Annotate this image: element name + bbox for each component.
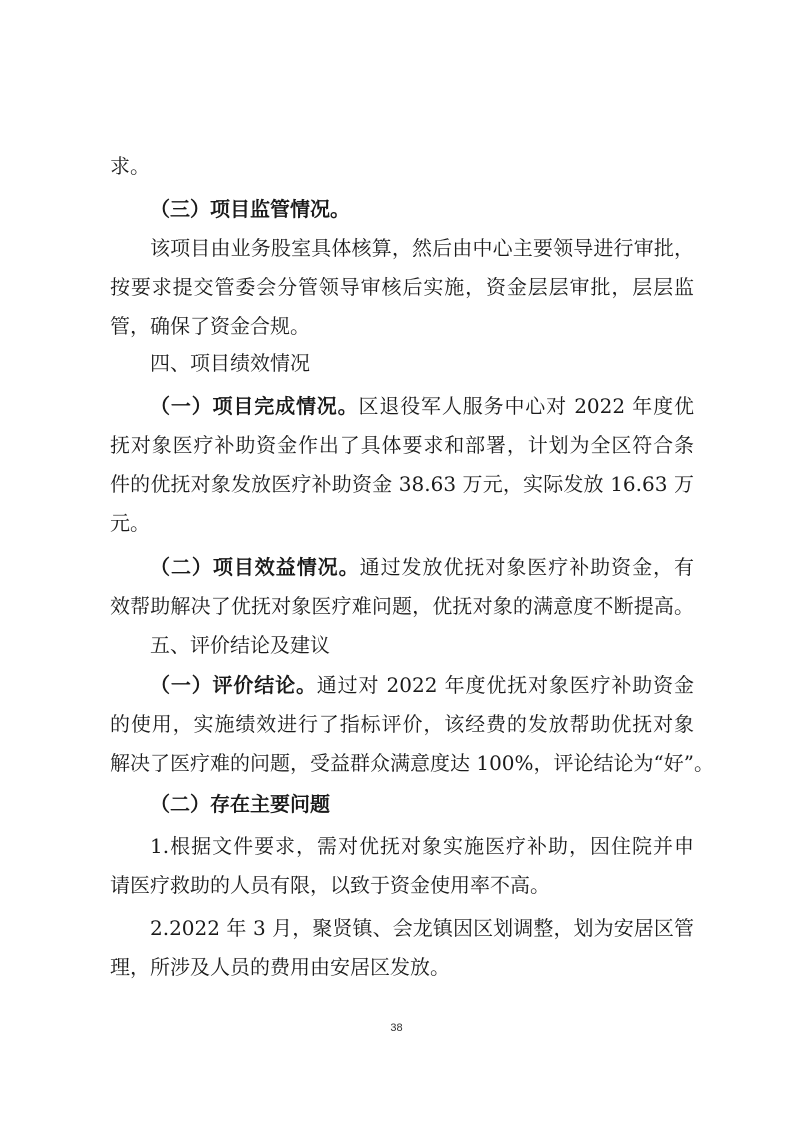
text-line: 效帮助解决了优抚对象医疗难问题，优抚对象的满意度不断提高。 [110, 594, 694, 618]
text-line: 理，所涉及人员的费用由安居区发放。 [110, 955, 450, 979]
text-line: 2.2022 年 3 月，聚贤镇、会龙镇因区划调整，划为安居区管 [150, 916, 694, 940]
inline-heading: （一）评价结论。 [150, 673, 317, 697]
chapter-heading: 四、项目绩效情况 [150, 351, 310, 375]
text-line: 该项目由业务股室具体核算，然后由中心主要领导进行审批， [150, 236, 694, 260]
text-line: 抚对象医疗补助资金作出了具体要求和部署，计划为全区符合条 [110, 433, 694, 457]
inline-heading: （二）项目效益情况。 [150, 555, 360, 579]
text-line: 件的优抚对象发放医疗补助资金 38.63 万元，实际发放 16.63 万 [110, 472, 694, 496]
inline-text: 区退役军人服务中心对 2022 年度优 [358, 394, 694, 418]
section-heading: （二）存在主要问题 [150, 792, 330, 816]
chapter-heading: 五、评价结论及建议 [150, 633, 330, 657]
text-line [150, 549, 694, 585]
text-line: 1.根据文件要求，需对优抚对象实施医疗补助，因住院并申 [150, 834, 694, 858]
page-number: 38 [390, 1022, 403, 1034]
text-line [150, 388, 694, 424]
inline-heading: （一）项目完成情况。 [150, 394, 359, 418]
text-line: 请医疗救助的人员有限，以致于资金使用率不高。 [110, 873, 550, 897]
text-line: 求。 [110, 154, 150, 178]
inline-text: 通过发放优抚对象医疗补助资金，有 [359, 555, 695, 579]
text-line: 解决了医疗难的问题，受益群众满意度达 100%，评论结论为“好”。 [110, 751, 714, 775]
text-line: 元。 [110, 511, 150, 535]
text-line: 的使用，实施绩效进行了指标评价，该经费的发放帮助优抚对象 [110, 712, 694, 736]
text-line: 管，确保了资金合规。 [110, 314, 310, 338]
text-line: 按要求提交管委会分管领导审核后实施，资金层层审批，层层监 [110, 275, 694, 299]
text-line [150, 667, 694, 703]
inline-text: 通过对 2022 年度优抚对象医疗补助资金 [316, 673, 694, 697]
section-heading: （三）项目监管情况。 [150, 197, 350, 221]
